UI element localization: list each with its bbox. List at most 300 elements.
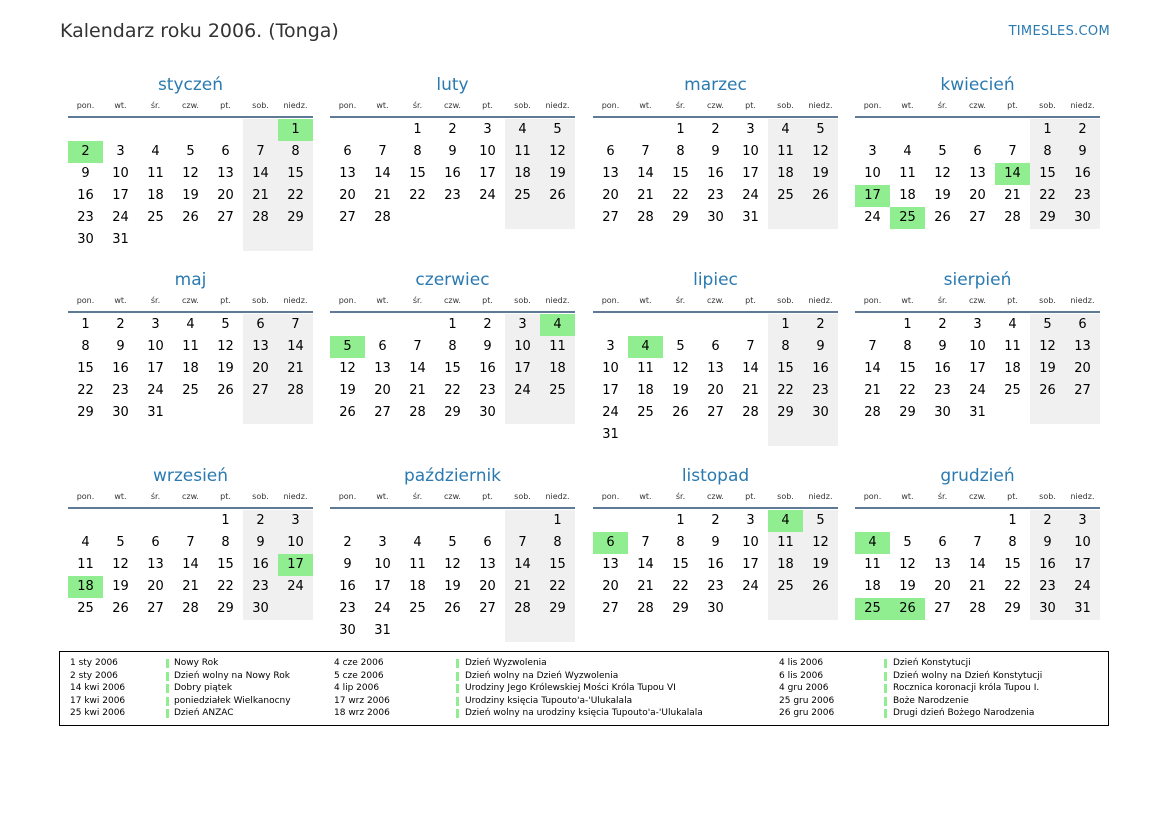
day-cell: 24	[505, 380, 540, 402]
day-cell: 15	[77, 361, 94, 376]
day-cell: 17	[742, 166, 759, 181]
weekday-header	[593, 101, 838, 113]
holiday-name: poniedziałek Wielkanocny	[174, 695, 291, 706]
day-cell: 7	[868, 339, 877, 354]
day-cell: 11	[505, 141, 540, 163]
day-cell: 11	[147, 166, 164, 181]
weekday-label: śr.	[675, 492, 686, 501]
day-cell: 11	[899, 166, 916, 181]
holiday-date: 2 sty 2006	[70, 670, 118, 681]
holiday-day-cell: 4	[855, 532, 890, 554]
day-cell: 30	[479, 405, 496, 420]
month-divider	[593, 116, 838, 118]
day-cell: 6	[606, 144, 615, 159]
weekday-header	[68, 492, 313, 504]
month-divider	[593, 311, 838, 313]
day-cell: 18	[409, 579, 426, 594]
day-cell: 11	[1004, 339, 1021, 354]
holiday-date: 4 gru 2006	[779, 683, 829, 694]
day-cell: 19	[672, 383, 689, 398]
day-cell: 3	[973, 317, 982, 332]
day-cell: 30	[1030, 598, 1065, 620]
weekday-label: niedz.	[808, 101, 833, 110]
day-cell: 29	[672, 210, 689, 225]
day-cell: 10	[1065, 532, 1100, 554]
day-cell: 11	[540, 336, 575, 358]
day-cell: 15	[540, 554, 575, 576]
empty-cell	[1065, 402, 1100, 424]
day-cell: 7	[243, 141, 278, 163]
day-cell: 31	[602, 427, 619, 442]
day-cell: 17	[505, 358, 540, 380]
day-cell: 6	[378, 339, 387, 354]
day-cell: 22	[1030, 185, 1065, 207]
weekday-header	[68, 101, 313, 113]
weekday-header	[855, 296, 1100, 308]
day-cell: 22	[672, 188, 689, 203]
empty-cell	[505, 510, 540, 532]
weekday-label: czw.	[182, 492, 199, 501]
weekday-label: wt.	[114, 101, 127, 110]
day-cell: 21	[505, 576, 540, 598]
day-cell: 15	[768, 358, 803, 380]
holiday-day-cell: 4	[628, 336, 663, 358]
holiday-date: 14 kwi 2006	[70, 683, 126, 694]
weekday-label: pt.	[482, 492, 493, 501]
weekday-label: pon.	[863, 101, 882, 110]
day-cell: 31	[147, 405, 164, 420]
day-cell: 29	[1030, 207, 1065, 229]
day-cell: 21	[969, 579, 986, 594]
day-cell: 4	[186, 317, 195, 332]
day-cell: 6	[483, 535, 492, 550]
day-cell: 2	[116, 317, 125, 332]
day-cell: 26	[803, 576, 838, 598]
day-cell: 31	[112, 232, 129, 247]
weekday-label: sob.	[514, 492, 531, 501]
weekday-label: czw.	[707, 101, 724, 110]
day-cell: 23	[479, 383, 496, 398]
day-cell: 29	[217, 601, 234, 616]
day-cell: 28	[637, 210, 654, 225]
day-cell: 7	[378, 144, 387, 159]
day-cell: 9	[1065, 141, 1100, 163]
holiday-row	[60, 682, 1100, 695]
holiday-date: 26 gru 2006	[779, 708, 835, 719]
day-cell: 2	[448, 122, 457, 137]
month-name: kwiecień	[940, 75, 1015, 95]
holiday-marker-icon	[884, 659, 887, 668]
day-cell: 6	[221, 144, 230, 159]
brand-logo-link[interactable]: TIMESLES.COM	[1008, 24, 1110, 39]
day-cell: 1	[1008, 513, 1017, 528]
day-cell: 1	[676, 122, 685, 137]
day-cell: 5	[116, 535, 125, 550]
day-cell: 12	[803, 141, 838, 163]
day-cell: 30	[77, 232, 94, 247]
day-cell: 18	[768, 554, 803, 576]
day-cell: 30	[112, 405, 129, 420]
day-cell: 24	[479, 188, 496, 203]
holiday-name: Boże Narodzenie	[893, 695, 969, 706]
day-cell: 4	[768, 119, 803, 141]
day-cell: 22	[278, 185, 313, 207]
weekday-label: sob.	[252, 492, 269, 501]
day-cell: 1	[81, 317, 90, 332]
holiday-day-cell: 17	[855, 185, 890, 207]
weekday-label: śr.	[937, 296, 948, 305]
day-cell: 3	[606, 339, 615, 354]
weekday-label: niedz.	[283, 296, 308, 305]
day-cell: 28	[278, 380, 313, 402]
day-cell: 8	[413, 144, 422, 159]
day-cell: 11	[182, 339, 199, 354]
day-cell: 20	[934, 579, 951, 594]
day-cell: 27	[479, 601, 496, 616]
day-cell: 2	[938, 317, 947, 332]
weekday-label: czw.	[969, 296, 986, 305]
weekday-label: czw.	[969, 101, 986, 110]
day-cell: 14	[505, 554, 540, 576]
day-cell: 18	[1004, 361, 1021, 376]
empty-cell	[803, 207, 838, 229]
day-cell: 9	[938, 339, 947, 354]
holiday-marker-icon	[884, 697, 887, 706]
day-cell: 24	[864, 210, 881, 225]
weekday-label: sob.	[1039, 296, 1056, 305]
day-cell: 9	[448, 144, 457, 159]
holiday-marker-icon	[884, 684, 887, 693]
holiday-name: Dzień Wyzwolenia	[465, 658, 547, 668]
day-cell: 26	[217, 383, 234, 398]
day-cell: 27	[147, 601, 164, 616]
day-cell: 11	[77, 557, 94, 572]
day-cell: 9	[711, 535, 720, 550]
day-cell: 30	[707, 601, 724, 616]
day-cell: 26	[1030, 380, 1065, 402]
day-cell: 15	[672, 557, 689, 572]
day-cell: 24	[742, 579, 759, 594]
day-cell: 2	[1030, 510, 1065, 532]
day-cell: 27	[339, 210, 356, 225]
weekday-header	[855, 101, 1100, 113]
day-cell: 5	[186, 144, 195, 159]
weekday-label: pt.	[220, 296, 231, 305]
day-cell: 22	[444, 383, 461, 398]
day-cell: 23	[803, 380, 838, 402]
day-cell: 21	[409, 383, 426, 398]
holiday-day-cell: 25	[890, 207, 925, 229]
month-name: maj	[174, 270, 207, 290]
day-cell: 20	[602, 579, 619, 594]
day-cell: 10	[112, 166, 129, 181]
holiday-row	[60, 695, 1100, 708]
day-cell: 10	[479, 144, 496, 159]
day-cell: 2	[711, 122, 720, 137]
holiday-day-cell: 1	[278, 119, 313, 141]
day-cell: 30	[803, 402, 838, 424]
day-cell: 19	[1030, 358, 1065, 380]
day-cell: 26	[934, 210, 951, 225]
day-cell: 24	[278, 576, 313, 598]
weekday-label: czw.	[969, 492, 986, 501]
day-cell: 3	[116, 144, 125, 159]
day-cell: 19	[803, 163, 838, 185]
day-cell: 1	[1030, 119, 1065, 141]
holiday-name: Dzień wolny na Dzień Konstytucji	[893, 670, 1043, 681]
day-cell: 9	[711, 144, 720, 159]
day-cell: 1	[221, 513, 230, 528]
day-cell: 28	[969, 601, 986, 616]
day-cell: 28	[374, 210, 391, 225]
day-cell: 3	[483, 122, 492, 137]
month-name: czerwiec	[415, 270, 490, 290]
weekday-header	[330, 492, 575, 504]
day-cell: 5	[676, 339, 685, 354]
day-cell: 7	[278, 314, 313, 336]
holiday-name: Rocznica koronacji króla Tupou I.	[893, 683, 1040, 694]
day-cell: 27	[707, 405, 724, 420]
holiday-day-cell: 14	[995, 163, 1030, 185]
day-cell: 19	[444, 579, 461, 594]
day-cell: 12	[899, 557, 916, 572]
weekday-label: śr.	[675, 296, 686, 305]
day-cell: 18	[768, 163, 803, 185]
holiday-name: Dobry piątek	[174, 683, 233, 694]
day-cell: 31	[374, 623, 391, 638]
weekday-label: niedz.	[808, 492, 833, 501]
weekday-label: pt.	[220, 492, 231, 501]
empty-cell	[803, 598, 838, 620]
weekday-label: śr.	[412, 296, 423, 305]
weekday-header	[68, 296, 313, 308]
day-cell: 30	[707, 210, 724, 225]
weekday-label: śr.	[412, 492, 423, 501]
weekday-label: śr.	[675, 101, 686, 110]
weekday-label: pon.	[76, 101, 95, 110]
holiday-marker-icon	[884, 672, 887, 681]
day-cell: 28	[409, 405, 426, 420]
weekday-label: sob.	[514, 296, 531, 305]
day-cell: 9	[803, 336, 838, 358]
day-cell: 16	[707, 166, 724, 181]
weekday-label: pon.	[76, 296, 95, 305]
day-cell: 17	[742, 557, 759, 572]
weekday-label: wt.	[639, 101, 652, 110]
day-cell: 24	[112, 210, 129, 225]
day-cell: 9	[81, 166, 90, 181]
day-cell: 9	[343, 557, 352, 572]
day-cell: 14	[742, 361, 759, 376]
day-cell: 16	[1065, 163, 1100, 185]
day-cell: 10	[969, 339, 986, 354]
weekday-label: niedz.	[545, 492, 570, 501]
weekday-header	[855, 492, 1100, 504]
empty-cell	[243, 229, 278, 251]
weekday-label: pt.	[1007, 492, 1018, 501]
empty-cell	[505, 402, 540, 424]
day-cell: 15	[672, 166, 689, 181]
weekday-label: pon.	[338, 101, 357, 110]
day-cell: 13	[479, 557, 496, 572]
day-cell: 18	[505, 163, 540, 185]
day-cell: 6	[711, 339, 720, 354]
weekday-label: pt.	[482, 296, 493, 305]
empty-cell	[505, 207, 540, 229]
empty-cell	[768, 598, 803, 620]
day-cell: 23	[77, 210, 94, 225]
day-cell: 19	[934, 188, 951, 203]
day-cell: 2	[803, 314, 838, 336]
empty-cell	[768, 207, 803, 229]
day-cell: 24	[969, 383, 986, 398]
day-cell: 25	[147, 210, 164, 225]
day-cell: 26	[339, 405, 356, 420]
day-cell: 26	[672, 405, 689, 420]
holiday-name: Dzień wolny na urodziny księcia Tupouto'a-'Ulukalala	[465, 708, 703, 719]
day-cell: 3	[378, 535, 387, 550]
day-cell: 15	[899, 361, 916, 376]
weekday-label: wt.	[639, 492, 652, 501]
day-cell: 19	[217, 361, 234, 376]
holiday-day-cell: 2	[68, 141, 103, 163]
day-cell: 19	[803, 554, 838, 576]
empty-cell	[803, 424, 838, 446]
day-cell: 16	[934, 361, 951, 376]
day-cell: 11	[637, 361, 654, 376]
weekday-label: wt.	[901, 296, 914, 305]
day-cell: 14	[637, 166, 654, 181]
day-cell: 29	[444, 405, 461, 420]
weekday-label: sob.	[777, 296, 794, 305]
day-cell: 17	[479, 166, 496, 181]
day-cell: 28	[637, 601, 654, 616]
weekday-label: śr.	[412, 101, 423, 110]
day-cell: 24	[147, 383, 164, 398]
day-cell: 13	[1065, 336, 1100, 358]
day-cell: 8	[540, 532, 575, 554]
day-cell: 16	[444, 166, 461, 181]
day-cell: 22	[540, 576, 575, 598]
weekday-label: pon.	[601, 101, 620, 110]
day-cell: 10	[742, 144, 759, 159]
day-cell: 15	[409, 166, 426, 181]
day-cell: 21	[637, 188, 654, 203]
holiday-date: 4 cze 2006	[334, 658, 384, 668]
month-name: sierpień	[943, 270, 1012, 290]
day-cell: 5	[903, 535, 912, 550]
weekday-label: niedz.	[283, 101, 308, 110]
weekday-label: pon.	[76, 492, 95, 501]
day-cell: 23	[444, 188, 461, 203]
day-cell: 8	[768, 336, 803, 358]
day-cell: 16	[339, 579, 356, 594]
day-cell: 13	[602, 166, 619, 181]
holiday-name: Dzień wolny na Nowy Rok	[174, 670, 290, 681]
day-cell: 28	[243, 207, 278, 229]
day-cell: 9	[483, 339, 492, 354]
weekday-label: niedz.	[545, 101, 570, 110]
weekday-label: pt.	[220, 101, 231, 110]
day-cell: 23	[1030, 576, 1065, 598]
day-cell: 13	[602, 557, 619, 572]
holiday-date: 6 lis 2006	[779, 670, 824, 681]
day-cell: 30	[339, 623, 356, 638]
day-cell: 20	[147, 579, 164, 594]
day-cell: 14	[969, 557, 986, 572]
day-cell: 13	[969, 166, 986, 181]
month-divider	[68, 116, 313, 118]
day-cell: 5	[540, 119, 575, 141]
month-divider	[593, 507, 838, 509]
day-cell: 25	[768, 576, 803, 598]
weekday-label: sob.	[777, 492, 794, 501]
day-cell: 7	[186, 535, 195, 550]
month-name: marzec	[684, 75, 747, 95]
day-cell: 15	[278, 163, 313, 185]
empty-cell	[540, 620, 575, 642]
month-divider	[330, 507, 575, 509]
weekday-label: czw.	[707, 492, 724, 501]
holiday-day-cell: 6	[593, 532, 628, 554]
day-cell: 10	[602, 361, 619, 376]
day-cell: 13	[217, 166, 234, 181]
day-cell: 25	[768, 185, 803, 207]
day-cell: 10	[864, 166, 881, 181]
day-cell: 9	[116, 339, 125, 354]
holiday-row	[60, 657, 1100, 670]
day-cell: 8	[448, 339, 457, 354]
day-cell: 27	[217, 210, 234, 225]
holiday-day-cell: 4	[768, 510, 803, 532]
day-cell: 20	[339, 188, 356, 203]
weekday-label: pon.	[863, 296, 882, 305]
empty-cell	[1030, 402, 1065, 424]
weekday-label: czw.	[444, 492, 461, 501]
day-cell: 18	[899, 188, 916, 203]
day-cell: 18	[147, 188, 164, 203]
day-cell: 16	[77, 188, 94, 203]
day-cell: 22	[217, 579, 234, 594]
holiday-name: Urodziny księcia Tupouto'a-'Ulukalala	[465, 695, 633, 706]
day-cell: 12	[182, 166, 199, 181]
holiday-name: Nowy Rok	[174, 658, 219, 668]
day-cell: 5	[221, 317, 230, 332]
day-cell: 8	[278, 141, 313, 163]
day-cell: 23	[339, 601, 356, 616]
day-cell: 29	[768, 402, 803, 424]
day-cell: 22	[409, 188, 426, 203]
weekday-label: pt.	[745, 101, 756, 110]
weekday-label: śr.	[937, 492, 948, 501]
day-cell: 15	[217, 557, 234, 572]
day-cell: 19	[112, 579, 129, 594]
holidays-legend	[59, 651, 1109, 726]
day-cell: 29	[672, 601, 689, 616]
holiday-row	[60, 707, 1100, 720]
day-cell: 14	[182, 557, 199, 572]
day-cell: 7	[505, 532, 540, 554]
holiday-date: 4 lip 2006	[334, 683, 380, 694]
weekday-label: wt.	[639, 296, 652, 305]
weekday-label: pon.	[863, 492, 882, 501]
day-cell: 28	[182, 601, 199, 616]
day-cell: 14	[637, 557, 654, 572]
day-cell: 19	[182, 188, 199, 203]
day-cell: 27	[602, 210, 619, 225]
day-cell: 27	[934, 601, 951, 616]
weekday-label: czw.	[444, 101, 461, 110]
